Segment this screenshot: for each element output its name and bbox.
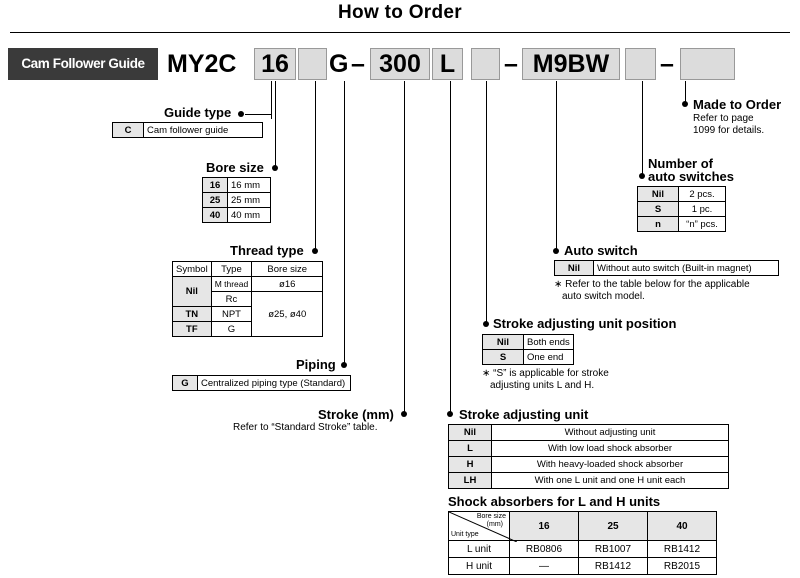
table-cell: RB2015 — [648, 558, 717, 575]
leader-dot — [483, 321, 489, 327]
num-switches-heading: Number of — [648, 156, 713, 171]
table-cell: RB0806 — [510, 541, 579, 558]
table-cell: n — [638, 217, 679, 232]
table-row — [449, 512, 717, 541]
guide-type-heading: Guide type — [164, 105, 232, 120]
stroke-note: Refer to “Standard Stroke” table. — [233, 422, 378, 433]
leader-line — [450, 81, 451, 415]
table-cell: G — [173, 376, 198, 391]
adj-position-heading: Stroke adjusting unit position — [493, 316, 677, 331]
table-cell: With heavy-loaded shock absorber — [492, 457, 729, 473]
table-cell: C — [113, 123, 144, 138]
guide-type-label: Cam Follower Guide Type — [8, 48, 158, 80]
table-cell: Both ends — [524, 335, 574, 350]
guide-type-table — [112, 122, 263, 138]
table-cell: 16 — [203, 178, 228, 193]
adj-unit-heading: Stroke adjusting unit — [459, 407, 589, 422]
table-cell: ø16 — [252, 277, 323, 292]
switch-code: M9BW — [532, 50, 610, 78]
leader-dot — [238, 111, 244, 117]
table-cell: 40 — [203, 208, 228, 223]
table-cell: G — [211, 322, 252, 337]
table-cell: L unit — [449, 541, 510, 558]
table-cell: 40 mm — [228, 208, 271, 223]
leader-line — [642, 81, 643, 176]
table-cell: NPT — [211, 307, 252, 322]
table-cell: 16 mm — [228, 178, 271, 193]
adj-unit-code: L — [439, 50, 456, 78]
table-row — [555, 261, 779, 276]
table-cell: 1 pc. — [679, 202, 726, 217]
leader-dot — [272, 165, 278, 171]
table-cell: Without auto switch (Built-in magnet) — [594, 261, 779, 276]
table-cell: Nil — [555, 261, 594, 276]
num-switches-code-box — [625, 48, 656, 80]
table-header: Symbol — [173, 262, 212, 277]
table-cell: M thread — [211, 277, 252, 292]
page-title: How to Order — [338, 2, 462, 23]
table-cell: Nil — [449, 425, 492, 441]
table-cell: Centralized piping type (Standard) — [198, 376, 351, 391]
leader-line — [556, 81, 557, 251]
corner-cell — [449, 512, 510, 541]
table-cell: LH — [449, 473, 492, 489]
table-row — [638, 217, 726, 232]
thread-type-heading: Thread type — [230, 243, 304, 258]
guide-code-box — [298, 48, 327, 80]
table-cell: ø25, ø40 — [252, 292, 323, 337]
table-cell: Rc — [211, 292, 252, 307]
table-cell: S — [483, 350, 524, 365]
stroke-code: 300 — [379, 50, 421, 78]
leader-line — [275, 81, 276, 168]
table-cell: One end — [524, 350, 574, 365]
table-cell: H unit — [449, 558, 510, 575]
adj-position-note: adjusting units L and H. — [490, 380, 595, 391]
shock-table — [448, 511, 717, 575]
piping-heading: Piping — [296, 357, 336, 372]
piping-table — [172, 375, 351, 391]
adj-position-note: ∗ “S” is applicable for stroke — [482, 368, 609, 379]
table-row — [483, 335, 574, 350]
auto-switch-note: auto switch model. — [562, 291, 645, 302]
model-dash: – — [351, 50, 365, 78]
thread-type-table — [172, 261, 323, 337]
table-cell: TN — [173, 307, 212, 322]
leader-line — [344, 81, 345, 366]
auto-switch-heading: Auto switch — [564, 243, 638, 258]
table-cell: 25 — [203, 193, 228, 208]
adj-unit-table — [448, 424, 729, 489]
bore-code: 16 — [261, 50, 289, 78]
table-row — [483, 350, 574, 365]
leader-line — [315, 81, 316, 251]
made-to-order-heading: Made to Order — [693, 97, 782, 112]
leader-line — [404, 81, 405, 415]
made-to-order-note: 1099 for details. — [693, 125, 765, 136]
made-to-order-code-box — [680, 48, 735, 80]
leader-dot — [682, 101, 688, 107]
table-header: Bore size — [252, 262, 323, 277]
table-row — [113, 123, 263, 138]
table-cell: RB1412 — [579, 558, 648, 575]
table-row — [449, 441, 729, 457]
table-row — [449, 473, 729, 489]
corner-label: Bore size — [476, 513, 506, 520]
leader-line — [271, 81, 272, 119]
table-header: Type — [211, 262, 252, 277]
table-row — [173, 262, 323, 277]
table-cell: Cam follower guide — [144, 123, 263, 138]
table-header: 16 — [510, 512, 579, 541]
bore-size-heading: Bore size — [206, 160, 264, 175]
made-to-order-note: Refer to page — [693, 113, 754, 124]
num-switches-heading: auto switches — [648, 169, 734, 184]
table-cell: 2 pcs. — [679, 187, 726, 202]
table-cell: RB1007 — [579, 541, 648, 558]
table-cell: TF — [173, 322, 212, 337]
leader-line — [486, 81, 487, 324]
model-series: MY2C — [167, 50, 237, 78]
table-cell: Nil — [173, 277, 212, 307]
table-row — [173, 376, 351, 391]
leader-dot — [401, 411, 407, 417]
corner-label: (mm) — [486, 521, 503, 528]
auto-switch-table — [554, 260, 779, 276]
adj-position-code-box — [471, 48, 500, 80]
leader-dot — [341, 362, 347, 368]
stroke-heading: Stroke (mm) — [318, 407, 394, 422]
table-row — [449, 425, 729, 441]
table-cell: S — [638, 202, 679, 217]
table-row — [638, 187, 726, 202]
table-row — [449, 457, 729, 473]
model-dash: – — [504, 50, 518, 78]
table-cell: H — [449, 457, 492, 473]
table-row — [638, 202, 726, 217]
shock-heading: Shock absorbers for L and H units — [448, 494, 661, 509]
leader-line — [245, 114, 271, 115]
table-header: 25 — [579, 512, 648, 541]
table-row — [449, 541, 717, 558]
leader-dot — [447, 411, 453, 417]
table-row — [203, 178, 271, 193]
table-row — [449, 558, 717, 575]
thread-code: G — [329, 50, 349, 78]
table-cell: — — [510, 558, 579, 575]
table-row — [173, 277, 323, 292]
leader-dot — [639, 173, 645, 179]
table-cell: Nil — [638, 187, 679, 202]
leader-dot — [553, 248, 559, 254]
table-cell: With one L unit and one H unit each — [492, 473, 729, 489]
table-cell: “n” pcs. — [679, 217, 726, 232]
bore-size-table — [202, 177, 271, 223]
title-underline — [10, 32, 790, 33]
table-cell: 25 mm — [228, 193, 271, 208]
table-row — [203, 208, 271, 223]
leader-dot — [312, 248, 318, 254]
table-cell: RB1412 — [648, 541, 717, 558]
table-row — [203, 193, 271, 208]
table-cell: L — [449, 441, 492, 457]
table-cell: Without adjusting unit — [492, 425, 729, 441]
auto-switch-note: ∗ Refer to the table below for the applicable — [554, 279, 750, 290]
corner-label: Unit type — [451, 531, 479, 538]
table-header: 40 — [648, 512, 717, 541]
adj-position-table — [482, 334, 574, 365]
num-switches-table — [637, 186, 726, 232]
table-cell: Nil — [483, 335, 524, 350]
model-dash: – — [660, 50, 674, 78]
table-cell: With low load shock absorber — [492, 441, 729, 457]
